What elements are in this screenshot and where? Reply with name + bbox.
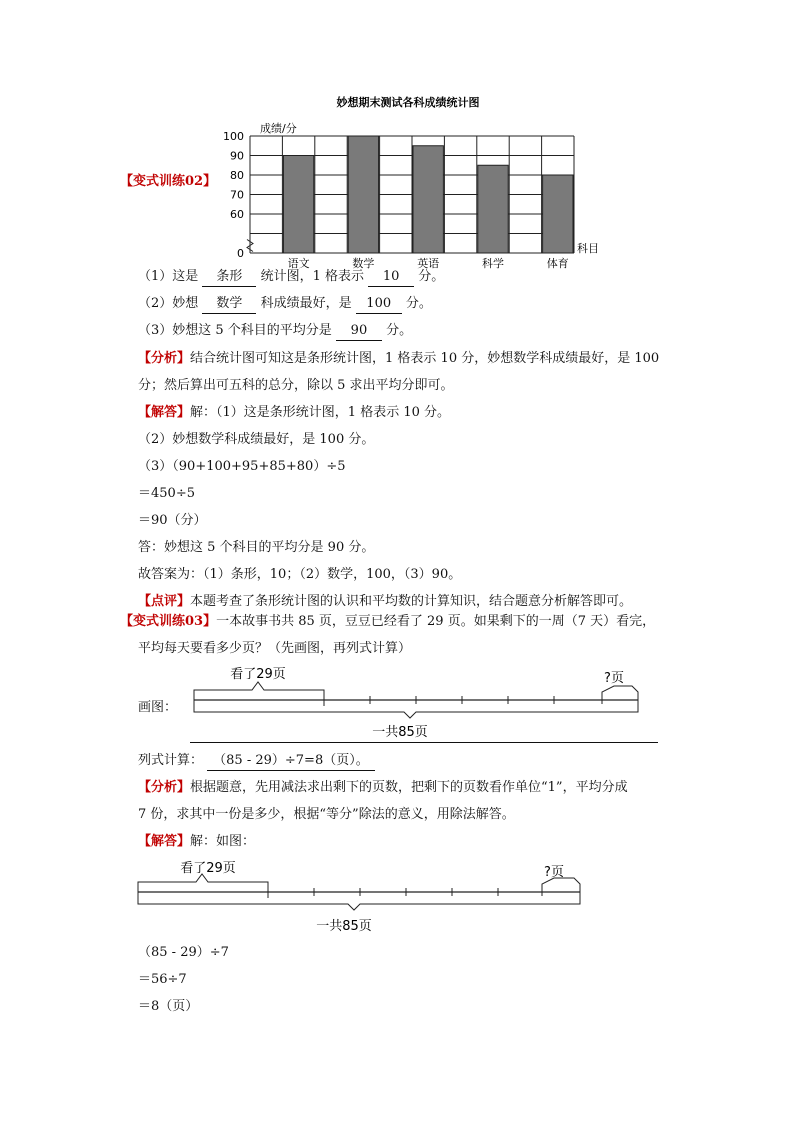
q2-text-d: 分。: [405, 296, 432, 311]
diagram-read-label: 看了29页: [230, 667, 286, 682]
diagram2-total-label: 一共85页: [316, 919, 372, 934]
x-tick-label: 语文: [287, 257, 310, 270]
diagram-read-brace: [194, 682, 324, 698]
problem-03-line-2: 平均每天要看多少页？（先画图，再列式计算）: [138, 641, 412, 656]
diagram-total-label: 一共85页: [372, 725, 428, 740]
draw-label: 画图：: [138, 700, 178, 715]
x-tick-label: 数学: [352, 257, 375, 270]
x-tick-label: 英语: [417, 257, 440, 270]
question-3: [138, 322, 412, 341]
calc-label: 列式计算：: [138, 753, 204, 768]
analysis-02-tag: 【分析】: [138, 351, 191, 366]
q1-blank-type: 条形: [202, 268, 256, 287]
analysis-03-text-1: 根据题意，先用减法求出剩下的页数，把剩下的页数看作单位“1”，平均分成: [190, 780, 628, 795]
segment-diagram-question: [190, 660, 650, 744]
chart-xlabel: 科目: [577, 242, 599, 255]
exercise-02-tag: 【变式训练02】: [120, 174, 217, 189]
diagram2-read-label: 看了29页: [180, 861, 236, 876]
bar-英语: [413, 146, 443, 253]
answer-02-line-7: 故答案为：（1）条形，10；（2）数学，100，（3）90。: [138, 567, 462, 582]
chart-title: 妙想期末测试各科成绩统计图: [336, 96, 480, 109]
answer-02-line-2: （2）妙想数学科成绩最好，是 100 分。: [138, 432, 375, 447]
y-tick-label: 80: [230, 169, 244, 182]
analysis-02-line-2: 分；然后算出可五科的总分，除以 5 求出平均分即可。: [138, 378, 454, 393]
diagram2-total-brace: [138, 898, 580, 910]
q1-text-a: （1）这是: [138, 269, 199, 284]
answer-03-intro-text: 解：如图：: [190, 834, 256, 849]
answer-02-line-6: 答：妙想这 5 个科目的平均分是 90 分。: [138, 540, 375, 555]
diagram2-read-brace: [138, 874, 268, 890]
exercise-03-tag: 【变式训练03】: [120, 614, 217, 629]
y-tick-label: 90: [230, 149, 244, 163]
x-tick-label: 科学: [482, 257, 504, 270]
q3-text-d: 分。: [386, 323, 413, 338]
analysis-03-tag: 【分析】: [138, 780, 191, 795]
answer-03-tag: 【解答】: [138, 834, 191, 849]
answer-02-line-5: ＝90（分）: [138, 513, 207, 528]
answer-03-line-1: （85 - 29）÷7: [138, 945, 229, 960]
comment-02-tag: 【点评】: [138, 594, 191, 609]
q2-blank-subject: 数学: [202, 295, 256, 314]
q2-blank-score: 100: [356, 295, 402, 314]
bar-语文: [283, 156, 313, 254]
question-2: [138, 295, 432, 314]
diagram-total-brace: [194, 706, 638, 718]
calc-line: [138, 752, 375, 771]
bar-体育: [543, 175, 573, 253]
q3-text-a: （3）妙想这 5 个科目的平均分是: [138, 323, 332, 338]
bar-科学: [478, 165, 508, 253]
answer-03-line-2: ＝56÷7: [138, 972, 187, 987]
analysis-02-line-1: [138, 350, 659, 368]
y-tick-label: 100: [223, 130, 244, 143]
diagram2-unknown-label: ?页: [544, 865, 564, 880]
diagram-unknown-label: ?页: [604, 671, 624, 686]
segment-diagram-answer: [134, 852, 594, 936]
answer-03-intro: [138, 833, 255, 851]
answer-rule: [190, 742, 658, 743]
q3-blank-average: 90: [336, 322, 382, 341]
x-tick-label: 体育: [546, 257, 569, 270]
answer-02-line-1: [138, 404, 450, 422]
analysis-03-line-1: [138, 779, 628, 797]
y-tick-label: 0: [237, 247, 244, 260]
question-1: [138, 268, 444, 287]
bar-数学: [348, 136, 378, 253]
answer-03-line-3: ＝8（页）: [138, 999, 199, 1014]
analysis-02-text-1: 结合统计图可知这是条形统计图，1 格表示 10 分，妙想数学科成绩最好，是 100: [190, 351, 660, 366]
score-bar-chart: [218, 92, 618, 270]
q2-text-a: （2）妙想: [138, 296, 199, 311]
y-tick-label: 70: [230, 188, 244, 202]
y-tick-label: 60: [230, 208, 244, 221]
problem-03-line-1: [120, 613, 655, 631]
q1-blank-unit: 10: [368, 268, 414, 287]
problem-03-text-1: 一本故事书共 85 页，豆豆已经看了 29 页。如果剩下的一周（7 天）看完，: [216, 614, 656, 629]
chart-ylabel: 成绩/分: [260, 122, 297, 135]
calc-answer-blank: （85 - 29）÷7=8（页）。: [207, 752, 375, 771]
answer-02-tag: 【解答】: [138, 405, 191, 420]
answer-02-line-3: （3）（90+100+95+85+80）÷5: [138, 459, 346, 474]
answer-02-text-1: 解：（1）这是条形统计图，1 格表示 10 分。: [190, 405, 450, 420]
analysis-03-line-2: 7 份，求其中一份是多少，根据“等分”除法的意义，用除法解答。: [138, 807, 515, 822]
diagram-unknown-brace: [602, 686, 638, 698]
answer-02-line-4: ＝450÷5: [138, 486, 195, 501]
q1-text-d: 分。: [418, 269, 445, 284]
q1-text-c: 统计图，1 格表示: [260, 269, 364, 284]
comment-02: [138, 593, 632, 611]
comment-02-text: 本题考查了条形统计图的认识和平均数的计算知识，结合题意分析解答即可。: [190, 594, 633, 609]
q2-text-c: 科成绩最好，是: [260, 296, 352, 311]
axis-break: [247, 240, 253, 252]
